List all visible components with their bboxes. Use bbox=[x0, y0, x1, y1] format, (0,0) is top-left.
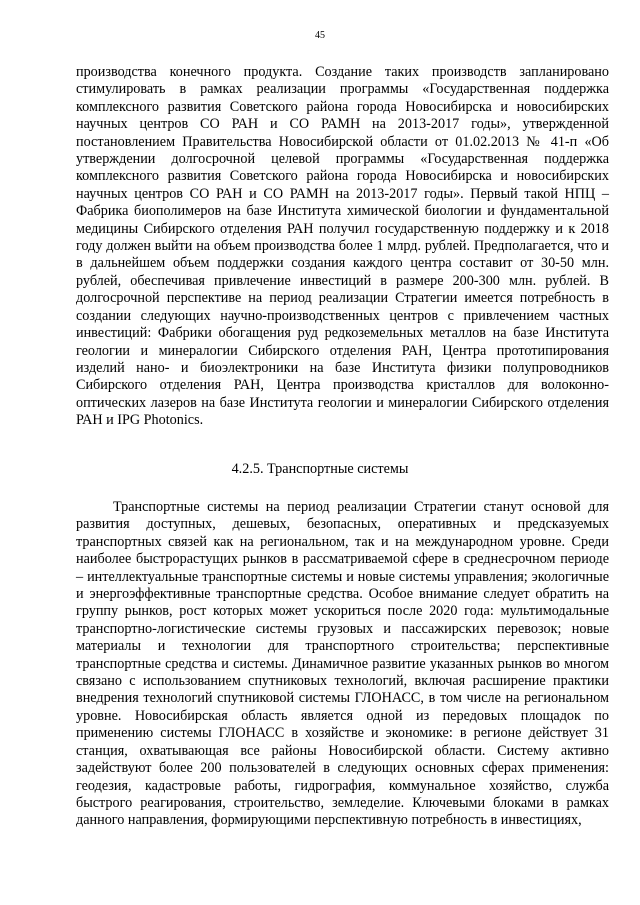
body-paragraph-2: Транспортные системы на период реализации Стратегии станут основой для развития доступных, дешевых, безопасных, оперативных и предсказуемых транспортных связей как на региональном, так и на международном уровне. Среди наиболее быстрорастущих рынков в рассматриваемой сфере в среднесрочном периоде – интеллектуальные транспортные системы и новые системы управления; экологичные и энергоэффективные транспортные средства. Особое внимание следует обратить на группу рынков, рост которых может ускориться после 2020 года: мультимодальные транспортно-логистические системы грузовых и пассажирских перевозок; новые материалы и технологии для транспортного строительства; перспективные транспортные средства и системы. Динамичное развитие указанных рынков во многом связано с использованием спутниковых технологий, включая расширение практики внедрения технологий спутниковой системы ГЛОНАСС, в том числе на региональном уровне. Новосибирская область является одной из передовых площадок по применению системы ГЛОНАСС в хозяйстве и экономике: в регионе действует 31 станция, охватывающая все районы Новосибирской области. Систему активно задействуют более 200 пользователей в следующих основных сферах применения: геодезия, кадастровые работы, гидрография, коммунальное хозяйство, служба быстрого реагирования, строительство, земледелие. Ключевыми блоками в рамках данного направления, формирующими перспективную потребность в инвестициях, bbox=[76, 499, 609, 829]
page-number: 45 bbox=[315, 30, 325, 41]
body-paragraph-1: производства конечного продукта. Создание таких производств запланировано стимулировать в рамках реализации программы «Государственная поддержка комплексного развития Советского района города Новосибирска и новосибирских научных центров СО РАН и СО РАМН на 2013-2017 годы», утвержденной постановлением Правительства Новосибирской области от 01.02.2013 № 41-п «Об утверждении долгосрочной целевой программы «Государственная поддержка комплексного развития Советского района города Новосибирска и новосибирских научных центров СО РАН и СО РАМН на 2013-2017 годы». Первый такой НПЦ – Фабрика биополимеров на базе Института химической биологии и фундаментальной медицины Сибирского отделения РАН получил государственную поддержку и к 2018 году должен выйти на объем производства более 1 млрд. рублей. Предполагается, что и в дальнейшем объем поддержки создания каждого центра составит от 30-50 млн. рублей, обеспечивая привлечение инвестиций в размере 200-300 млн. рублей. В долгосрочной перспективе на период реализации Стратегии имеется потребность в создании следующих научно-производственных центров с привлечением частных инвестиций: Фабрики обогащения руд редкоземельных металлов на базе Института геологии и минералогии Сибирского отделения РАН, Центра прототипирования изделий нано- и биоэлектроники на базе Института физики полупроводников Сибирского отделения РАН, Центра производства кристаллов для волоконно-оптических лазеров на базе Института геологии и минералогии Сибирского отделения РАН и IPG Photonics. bbox=[76, 64, 609, 429]
section-heading: 4.2.5. Транспортные системы bbox=[231, 461, 409, 477]
